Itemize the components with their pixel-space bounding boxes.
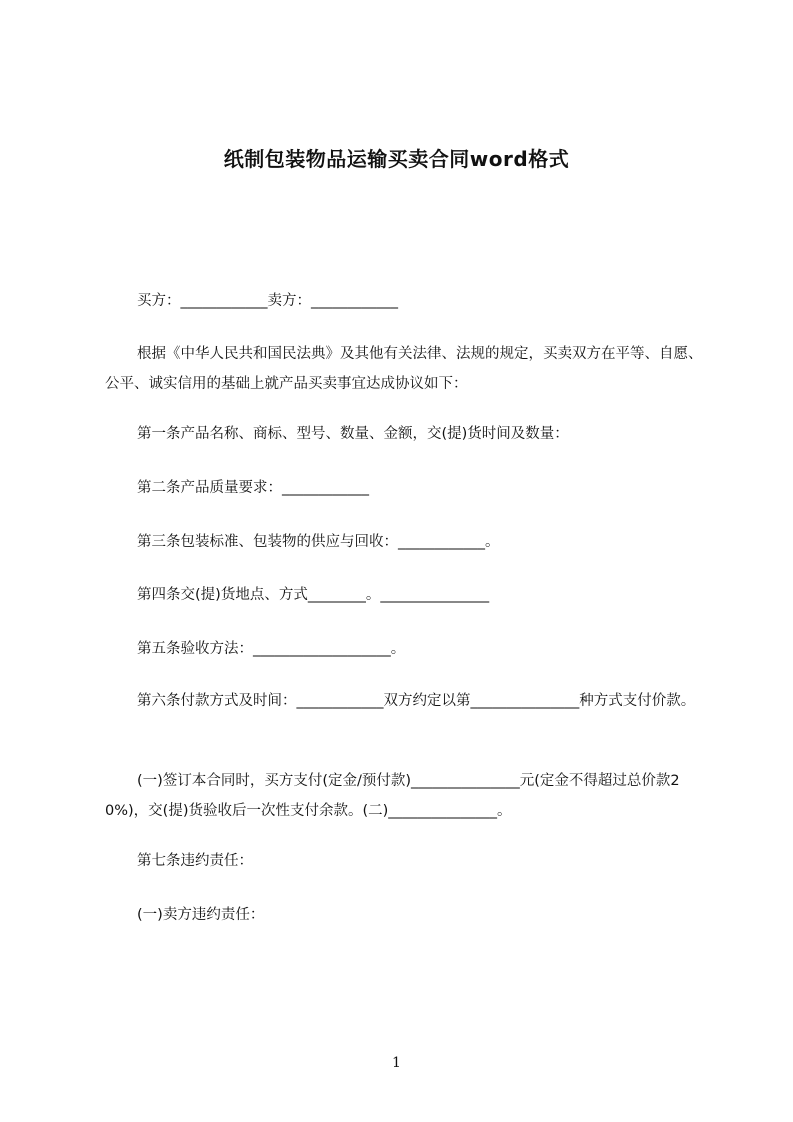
parties-line: 买方：____________卖方：____________ bbox=[137, 293, 398, 309]
article-4: 第四条交(提)货地点、方式________。_______________ bbox=[137, 587, 490, 603]
seller-liability-heading: (一)卖方违约责任： bbox=[137, 907, 265, 923]
article-1: 第一条产品名称、商标、型号、数量、金额，交(提)货时间及数量： bbox=[137, 426, 569, 442]
preamble-paragraph: 根据《中华人民共和国民法典》及其他有关法律、法规的规定，买卖双方在平等、自愿、公平、诚实信用的基础上就产品买卖事宜达成协议如下： bbox=[105, 346, 703, 392]
payment-clause-1: (一)签订本合同时，买方支付(定金/预付款)_______________元(定金不得超过总价款20%)，交(提)货验收后一次性支付余款。(二)_______________。 bbox=[105, 773, 680, 819]
document-title: 纸制包装物品运输买卖合同word格式 bbox=[223, 147, 570, 171]
article-2: 第二条产品质量要求：____________ bbox=[137, 480, 369, 496]
article-5: 第五条验收方法：___________________。 bbox=[137, 641, 406, 657]
article-7: 第七条违约责任： bbox=[137, 853, 253, 869]
article-3: 第三条包装标准、包装物的供应与回收：____________。 bbox=[137, 534, 500, 550]
page-number: 1 bbox=[392, 1055, 401, 1071]
article-6: 第六条付款方式及时间：____________双方约定以第_______________种方式支付价款。 bbox=[137, 693, 696, 709]
